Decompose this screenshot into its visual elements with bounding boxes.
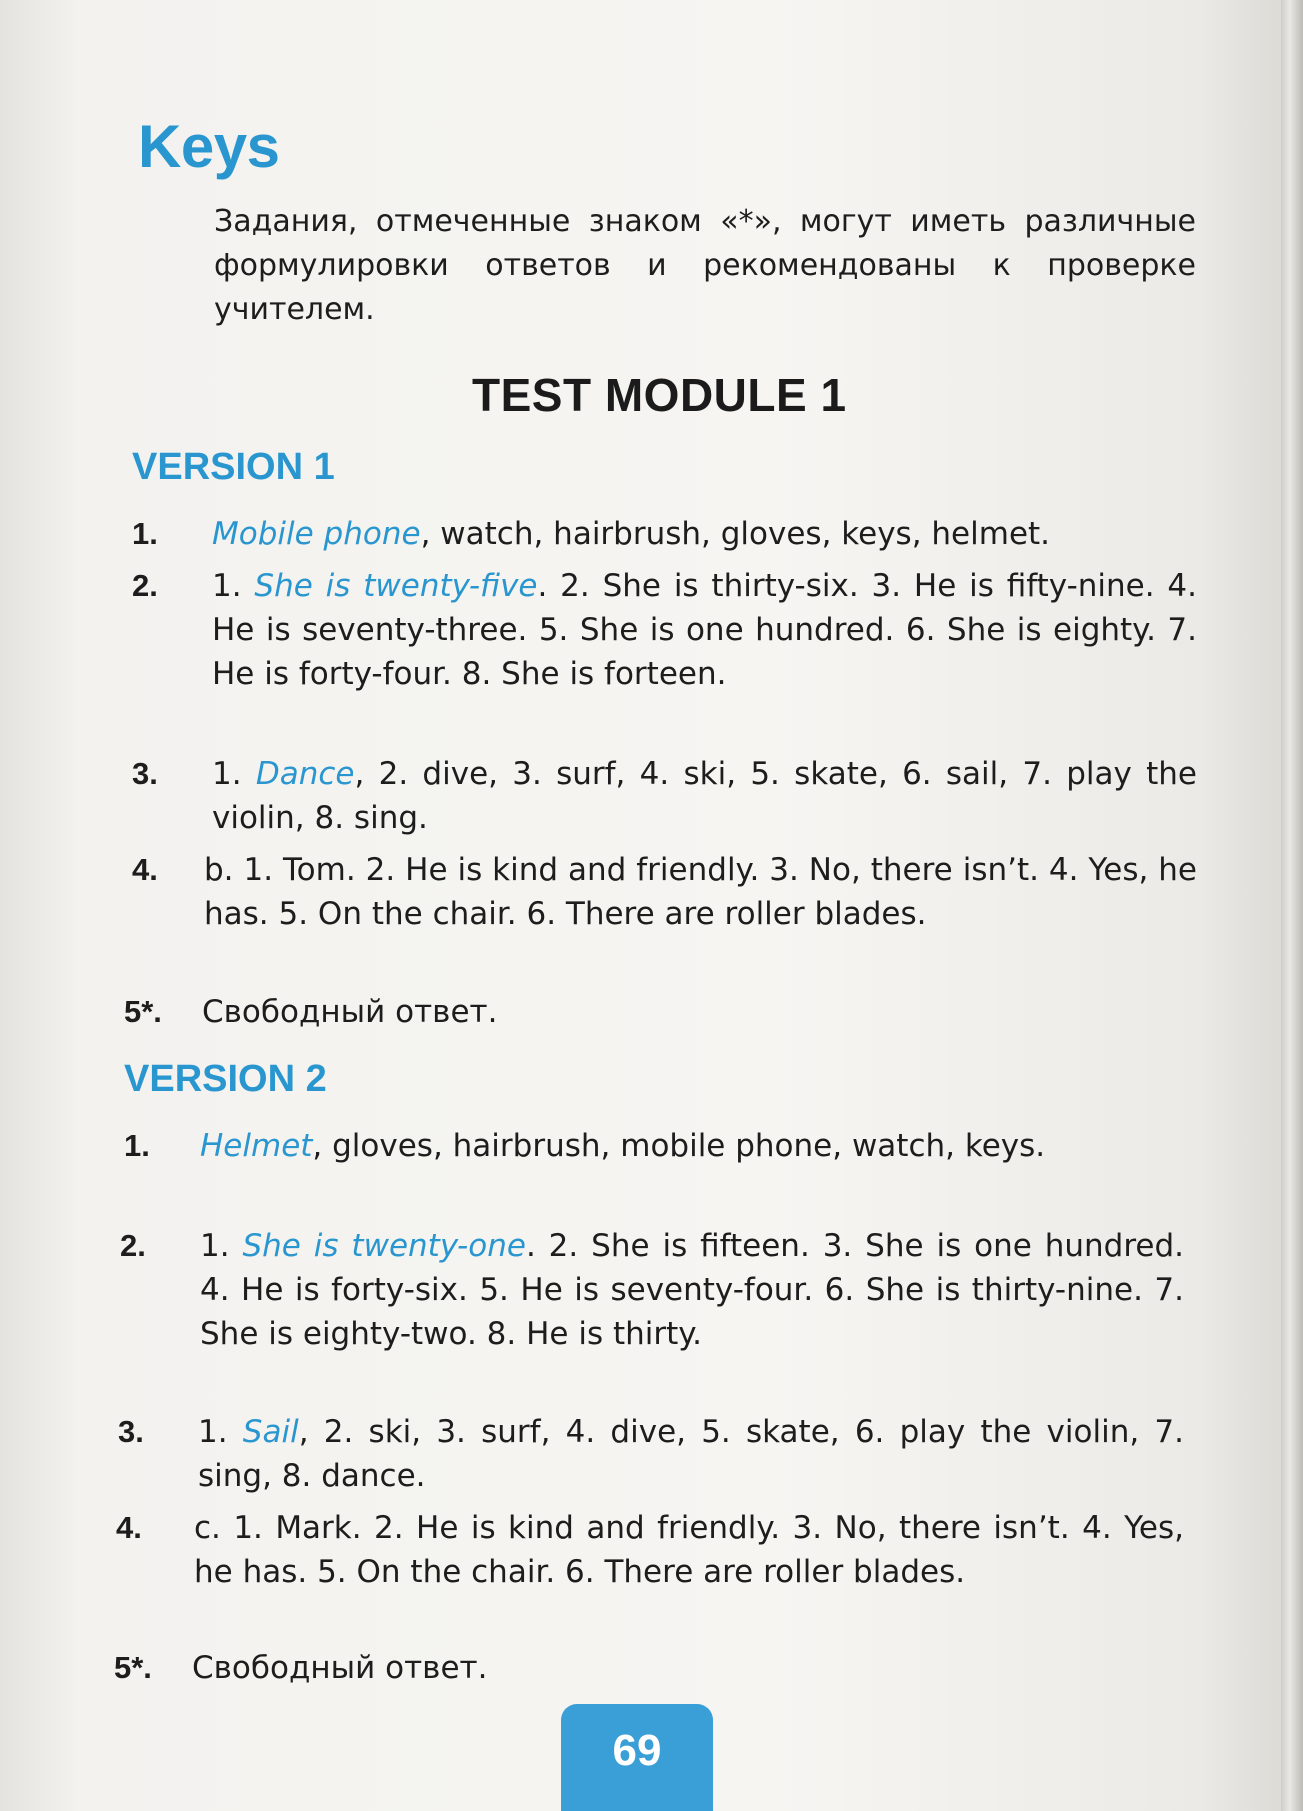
answer-prefix: 1. (200, 1228, 243, 1264)
v2-answer-1 (124, 1124, 1184, 1168)
answer-number: 5*. (114, 1650, 152, 1685)
answer-rest: , gloves, hairbrush, mobile phone, watch, keys. (312, 1128, 1046, 1164)
version-1-title: VERSION 1 (132, 446, 335, 488)
example-answer: Dance (255, 756, 355, 792)
v1-answer-2 (132, 564, 1197, 696)
v2-answer-3 (118, 1410, 1184, 1498)
intro-text: Задания, отмеченные знаком «*», могут иметь различные формулировки ответов и рекомендованы к проверке учителем. (214, 204, 1196, 327)
answer-text (200, 1124, 1184, 1168)
page-edge (1281, 0, 1303, 1811)
answer-text (198, 1410, 1184, 1498)
keys-title: Keys (138, 113, 280, 180)
example-answer: Sail (242, 1414, 299, 1450)
answer-text: Свободный ответ. (202, 994, 498, 1030)
v2-answer-5 (114, 1646, 1184, 1690)
example-answer: Mobile phone (212, 516, 421, 552)
v1-answer-5 (124, 990, 1197, 1034)
answer-number: 2. (120, 1228, 146, 1263)
answer-number: 2. (132, 568, 158, 603)
v1-answer-4 (132, 848, 1197, 936)
module-title: TEST MODULE 1 (472, 369, 847, 421)
answer-number: 4. (132, 852, 158, 887)
answer-text (212, 512, 1197, 556)
v1-answer-3 (132, 752, 1197, 840)
answer-text (212, 564, 1197, 696)
page-number-badge (561, 1704, 713, 1811)
example-answer: She is twenty-one (242, 1228, 526, 1264)
example-answer: She is twenty-five (254, 568, 538, 604)
answer-number: 5*. (124, 994, 162, 1029)
answer-rest: , 2. dive, 3. surf, 4. ski, 5. skate, 6. sail, 7. play the violin, 8. sing. (212, 756, 1197, 836)
answer-number: 4. (116, 1510, 142, 1545)
v2-answer-4 (116, 1506, 1184, 1594)
answer-prefix: 1. (212, 568, 255, 604)
answer-prefix: 1. (198, 1414, 243, 1450)
answer-rest: , 2. ski, 3. surf, 4. dive, 5. skate, 6. play the violin, 7. sing, 8. dance. (198, 1414, 1184, 1494)
answer-text: c. 1. Mark. 2. He is kind and friendly. 3. No, there isn’t. 4. Yes, he has. 5. On the chair. 6. There are roller blades. (194, 1510, 1184, 1590)
answer-prefix: 1. (212, 756, 256, 792)
answer-text (212, 752, 1197, 840)
page-number: 69 (612, 1726, 662, 1775)
v1-answer-1 (132, 512, 1197, 556)
v2-answer-2 (120, 1224, 1184, 1356)
answer-number: 1. (132, 516, 158, 551)
answer-number: 1. (124, 1128, 150, 1163)
answer-text (200, 1224, 1184, 1356)
answer-rest: . 2. She is fifteen. 3. She is one hundred. 4. He is forty-six. 5. He is seventy-four. 6. She is thirty-nine. 7. She is eighty-two. 8. He is thirty. (200, 1228, 1184, 1352)
example-answer: Helmet (200, 1128, 313, 1164)
answer-rest: . 2. She is thirty-six. 3. He is fifty-nine. 4. He is seventy-three. 5. She is one hundred. 6. She is eighty. 7. He is forty-four. 8. She is forteen. (212, 568, 1198, 692)
answer-rest: , watch, hairbrush, gloves, keys, helmet. (420, 516, 1051, 552)
answer-text: b. 1. Tom. 2. He is kind and friendly. 3. No, there isn’t. 4. Yes, he has. 5. On the chair. 6. There are roller blades. (204, 852, 1197, 932)
version-2-title: VERSION 2 (124, 1058, 327, 1100)
answer-number: 3. (118, 1414, 144, 1449)
answer-number: 3. (132, 756, 158, 791)
answer-text: Свободный ответ. (192, 1650, 488, 1686)
